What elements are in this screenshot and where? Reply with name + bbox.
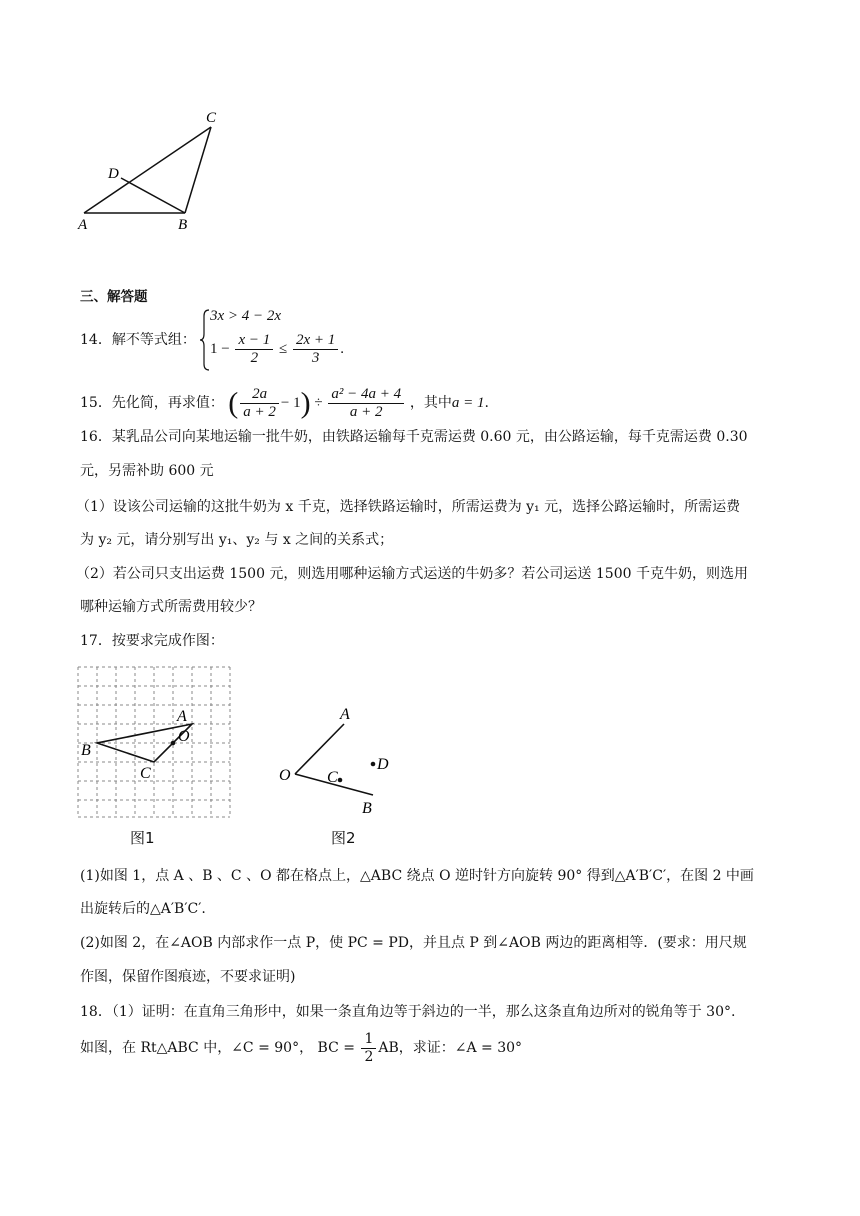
- segment-ac: [84, 127, 211, 213]
- q15-fraction-2: [328, 386, 404, 421]
- q18-half-fraction: [361, 1031, 376, 1066]
- fig2-label-c: C: [327, 769, 338, 786]
- point-d: [371, 762, 376, 767]
- q17-title: 17．按要求完成作图：: [80, 633, 224, 649]
- q14-number: 14．: [80, 332, 112, 348]
- q14-inequality-2: [210, 332, 344, 367]
- q17-part2-line-2: 作图，保留作图痕迹，不要求证明): [80, 969, 296, 985]
- point-o: [171, 741, 176, 746]
- q18-line-1: 18．（1）证明：在直角三角形中，如果一条直角边等于斜边的一半，那么这条直角边所对的锐角等于 30°.: [80, 1004, 736, 1020]
- triangle-figure-top: [70, 105, 240, 235]
- q16-line-1: 16．某乳品公司向某地运输一批牛奶，由铁路运输每千克需运费 0.60 元，由公路运输，每千克需运费 0.30: [80, 429, 748, 445]
- q14-prompt: [80, 330, 196, 350]
- section-title: 三、解答题: [80, 289, 148, 305]
- q16-line-2: 元，另需补助 600 元: [80, 463, 214, 479]
- q15-div-sign: ÷: [314, 395, 323, 411]
- left-brace-icon: [200, 308, 210, 372]
- q14-fraction-2-den: 3: [311, 350, 320, 366]
- q14-inequality-1: 3x > 4 − 2x: [210, 308, 282, 324]
- q14-text: 解不等式组：: [111, 332, 196, 348]
- q18-line-2-b: AB，求证：∠A = 30°: [378, 1040, 523, 1056]
- q15-f1-den: a + 2: [243, 404, 276, 421]
- q14-fraction-1: [235, 332, 273, 367]
- q14-fraction-2: [293, 332, 338, 367]
- grid-figure-1: [76, 665, 236, 820]
- q18-line-2-a: 如图，在 Rt△ABC 中，∠C = 90°， BC =: [80, 1040, 355, 1056]
- point-c: [338, 778, 343, 783]
- q15-period: .: [484, 395, 489, 411]
- label-a: A: [78, 217, 88, 233]
- q18-line-2: [80, 1028, 522, 1068]
- q18-half-den: 2: [364, 1048, 374, 1065]
- q14-fraction-1-den: 2: [250, 350, 259, 366]
- q14-fraction-2-num: 2x + 1: [293, 332, 338, 350]
- label-c: C: [206, 110, 217, 126]
- q16-part1-line-1: （1）设该公司运输的这批牛奶为 x 千克，选择铁路运输时，所需运费为 y₁ 元，选择公路运输时，所需运费: [76, 499, 741, 515]
- fig1-label-o: O: [178, 728, 190, 745]
- segment-db: [121, 178, 185, 213]
- label-b: B: [178, 217, 188, 233]
- q14-le-sign: ≤: [279, 340, 288, 357]
- label-d: D: [108, 166, 119, 182]
- q15-tail: ，其中: [409, 395, 452, 411]
- q15-fraction-1: [240, 386, 279, 421]
- angle-figure-2: [276, 700, 406, 820]
- segment-bc: [185, 127, 211, 213]
- fig2-label-a: A: [340, 706, 350, 723]
- fig2-caption: 图2: [331, 829, 356, 847]
- q16-part2-line-1: （2）若公司只支出运费 1500 元，则选用哪种运输方式运送的牛奶多？若公司运送 1500 千克牛奶，则选用: [76, 566, 748, 582]
- q15-line: [80, 383, 489, 424]
- fig1-label-b: B: [81, 742, 91, 759]
- fig1-label-c: C: [140, 765, 151, 782]
- q17-part2-line-1: (2)如图 2，在∠AOB 内部求作一点 P，使 PC = PD，并且点 P 到∠AOB 两边的距离相等．(要求：用尺规: [80, 935, 747, 951]
- fig2-label-d: D: [377, 756, 389, 773]
- q18-half-num: 1: [361, 1031, 376, 1049]
- q17-part1-line-1: (1)如图 1，点 A 、B 、C 、O 都在格点上，△ABC 绕点 O 逆时针方向旋转 90° 得到△A′B′C′，在图 2 中画: [80, 868, 754, 884]
- q15-number: 15．: [80, 395, 112, 411]
- q15-f2-num: a² − 4a + 4: [328, 386, 404, 404]
- q15-minus-one: − 1: [280, 395, 301, 411]
- q15-condition: a = 1: [451, 395, 485, 411]
- q14-inequality-system: [200, 308, 345, 372]
- q15-text: 先化简，再求值：: [111, 395, 224, 411]
- q14-ineq2-prefix: 1 −: [210, 340, 230, 357]
- fig1-caption: 图1: [130, 829, 155, 847]
- fig1-label-a: A: [177, 708, 187, 725]
- q14-period: .: [340, 340, 345, 357]
- q15-f1-num: 2a: [240, 386, 279, 404]
- fig2-label-o: O: [279, 767, 291, 784]
- q17-part1-line-2: 出旋转后的△A′B′C′.: [80, 901, 206, 917]
- q15-expression: ( $\frac{2a}{a + 2}$ − 1) ÷ $\frac{\text{a² − 4a + 4}}{a + 2}$: [228, 395, 410, 411]
- q14-fraction-1-num: x − 1: [235, 332, 273, 350]
- q15-f2-den: a + 2: [349, 404, 383, 421]
- q16-part2-line-2: 哪种运输方式所需费用较少？: [80, 599, 262, 615]
- q16-part1-line-2: 为 y₂ 元，请分别写出 y₁、y₂ 与 x 之间的关系式；: [80, 532, 394, 548]
- ray-oa: [295, 724, 344, 774]
- fig2-label-b: B: [362, 800, 372, 817]
